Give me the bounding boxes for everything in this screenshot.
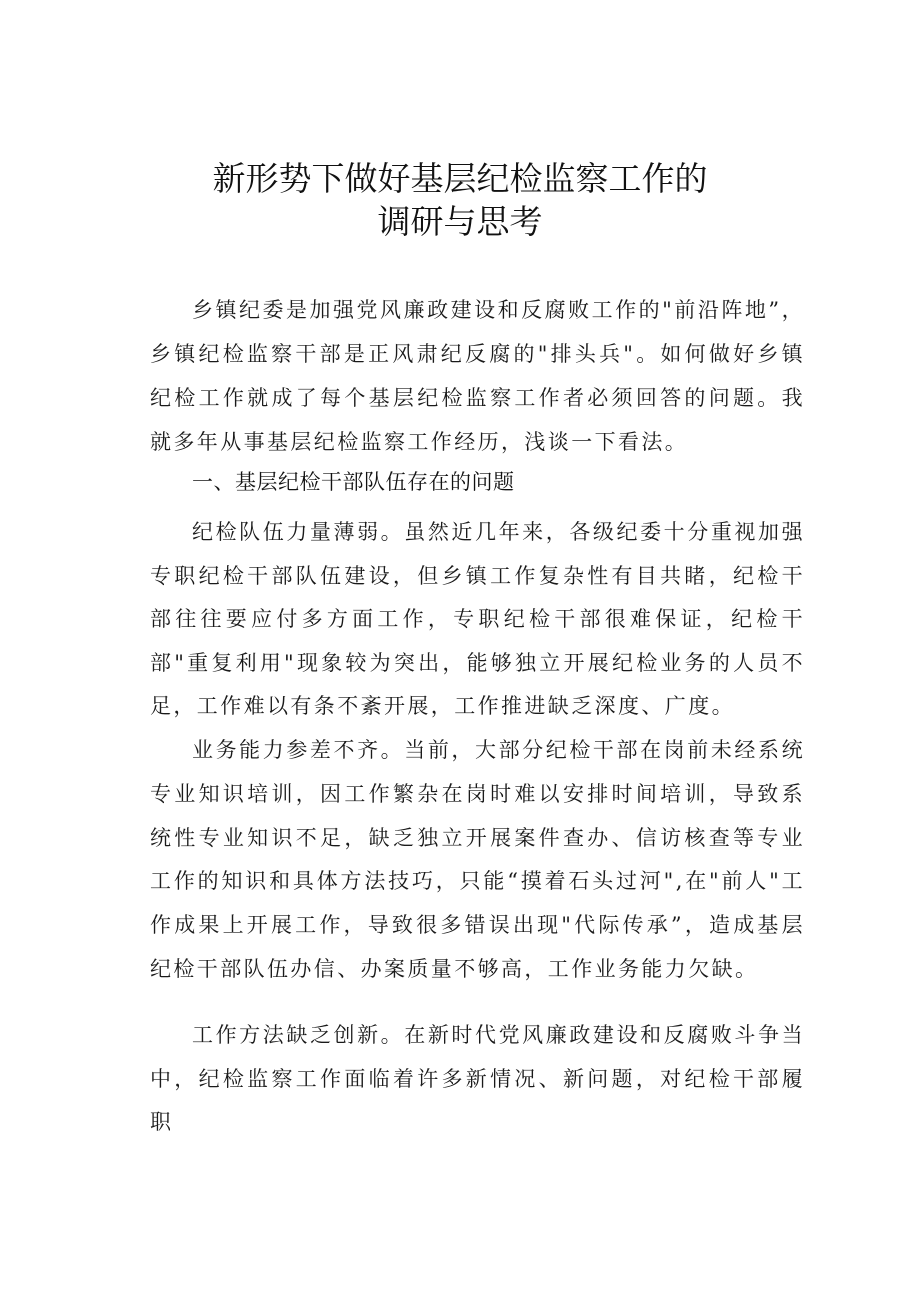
paragraph-text: 工作方法缺乏创新。在新时代党风廉政建设和反腐败斗争当中，纪检监察工作面临着许多新情况、新问题，对纪检干部履职 bbox=[150, 1023, 805, 1134]
paragraph-intro bbox=[150, 288, 805, 464]
paragraph-text: 业务能力参差不齐。当前，大部分纪检干部在岗前未经系统专业知识培训，因工作繁杂在岗时难以安排时间培训，导致系统性专业知识不足，缺乏独立开展案件查办、信访核查等专业工作的知识和具体方法技巧，只能“摸着石头过河",在"前人"工作成果上开展工作，导致很多错误出现"代际传承”，造成基层纪检干部队伍办信、办案质量不够高，工作业务能力欠缺。 bbox=[150, 738, 805, 981]
paragraph-text: 乡镇纪委是加强党风廉政建设和反腐败工作的"前沿阵地”，乡镇纪检监察干部是正风肃纪反腐的"排头兵"。如何做好乡镇纪检工作就成了每个基层纪检监察工作者必须回答的问题。我就多年从事基层纪检监察工作经历，浅谈一下看法。 bbox=[150, 298, 805, 454]
document-title-line2: 调研与思考 bbox=[377, 202, 543, 241]
paragraph-uneven-ability bbox=[150, 729, 805, 992]
section-heading: 一、基层纪检干部队伍存在的问题 bbox=[192, 470, 515, 494]
paragraph-weak-team bbox=[150, 511, 805, 729]
paragraph-text: 纪检队伍力量薄弱。虽然近几年来，各级纪委十分重视加强专职纪检干部队伍建设，但乡镇工作复杂性有目共睹，纪检干部往往要应付多方面工作，专职纪检干部很难保证，纪检干部"重复利用"现象较为突出，能够独立开展纪检业务的人员不足，工作难以有条不紊开展，工作推进缺乏深度、广度。 bbox=[150, 520, 805, 718]
paragraph-method-innovation bbox=[150, 1014, 805, 1145]
document-title-line1: 新形势下做好基层纪检监察工作的 bbox=[212, 159, 708, 198]
